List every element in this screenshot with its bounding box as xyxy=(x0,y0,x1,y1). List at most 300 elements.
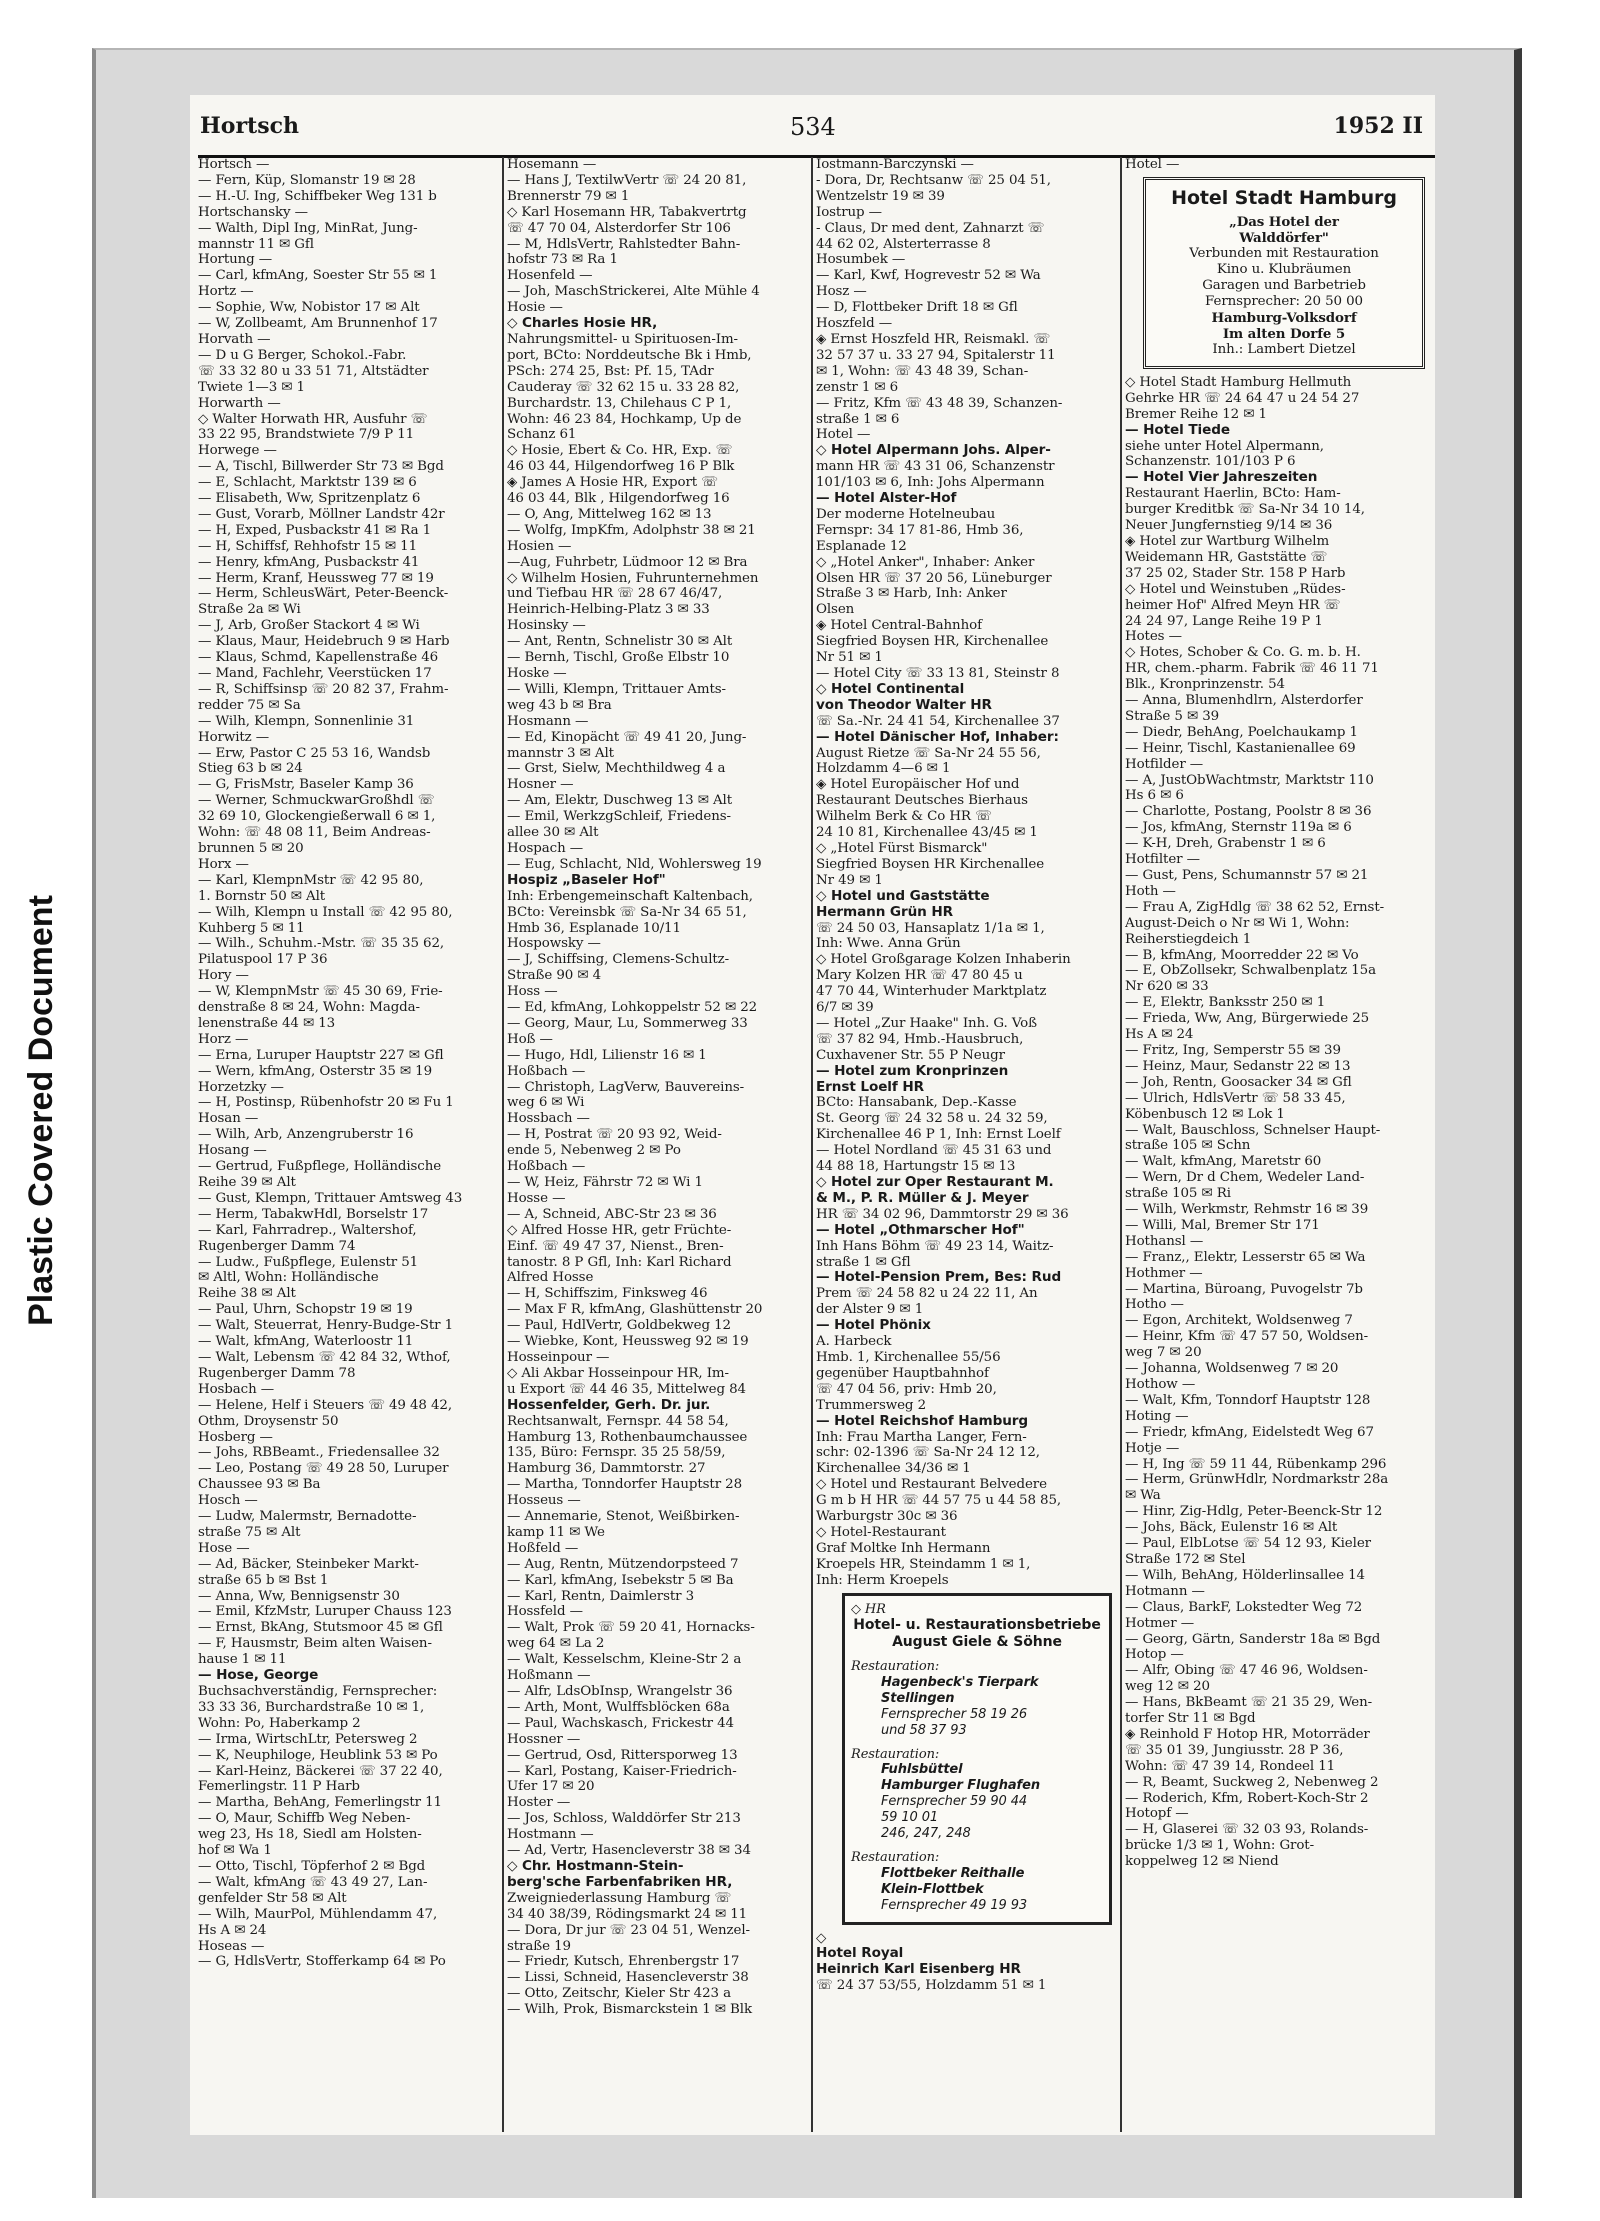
directory-entry-line: hof ✉ Wa 1 xyxy=(198,1843,272,1859)
directory-entry-line: Holzdamm 4—6 ✉ 1 xyxy=(816,761,951,777)
directory-entry-line: ◇ Ali Akbar Hosseinpour HR, Im- xyxy=(507,1365,729,1381)
directory-entry-line: — Hotel Reichshof Hamburg xyxy=(816,1412,1029,1429)
directory-entry-line: Hoßfeld — xyxy=(507,1540,579,1556)
directory-entry-line: — Hotel „Zur Haake" Inh. G. Voß xyxy=(816,1015,1037,1031)
directory-entry-line: Hmb 36, Esplanade 10/11 xyxy=(507,920,681,936)
directory-entry-line: August-Deich o Nr ✉ Wi 1, Wohn: xyxy=(1125,915,1350,931)
directory-entry-line: August Rietze ☏ Sa-Nr 24 55 56, xyxy=(816,745,1041,761)
directory-entry-line: ende 5, Nebenweg 2 ✉ Po xyxy=(507,1143,681,1159)
directory-entry-line: PSch: 274 25, Bst: Pf. 15, TAdr xyxy=(507,363,714,379)
directory-entry-line: Cuxhavener Str. 55 P Neugr xyxy=(816,1047,1005,1063)
directory-entry-line: — Wilh, Klempn u Install ☏ 42 95 80, xyxy=(198,904,453,920)
directory-entry-line: Hamburg 36, Dammtorstr. 27 xyxy=(507,1461,706,1477)
directory-entry-line: Othm, Droysenstr 50 xyxy=(198,1413,339,1429)
directory-entry-line: — E, Elektr, Banksstr 250 ✉ 1 xyxy=(1125,995,1326,1011)
directory-entry-line: Hosumbek — xyxy=(816,252,906,268)
directory-entry-line: 33 22 95, Brandstwiete 7/9 P 11 xyxy=(198,427,415,443)
directory-entry-line: ◇ „Hotel Anker", Inhaber: Anker xyxy=(816,554,1035,570)
directory-entry-line: — Erna, Luruper Hauptstr 227 ✉ Gfl xyxy=(198,1047,444,1063)
directory-entry-line: — Paul, ElbLotse ☏ 54 12 93, Kieler xyxy=(1125,1536,1371,1552)
directory-entry-line: — Martha, BehAng, Femerlingstr 11 xyxy=(198,1795,442,1811)
directory-entry-line: Wohn: 46 23 84, Hochkamp, Up de xyxy=(507,411,742,427)
directory-entry-line: Hossenfelder, Gerh. Dr. jur. xyxy=(507,1396,711,1413)
directory-entry-line: — Hose, George xyxy=(198,1667,319,1684)
ad-section xyxy=(851,1659,1103,1739)
directory-entry-line: Straße 90 ✉ 4 xyxy=(507,968,602,984)
directory-entry-line: — Klaus, Maur, Heidebruch 9 ✉ Harb xyxy=(198,634,450,650)
directory-entry-line: ☏ Sa.-Nr. 24 41 54, Kirchenallee 37 xyxy=(816,713,1060,729)
directory-entry-line: — Bernh, Tischl, Große Elbstr 10 xyxy=(507,650,730,666)
directory-entry-line: Straße 2a ✉ Wi xyxy=(198,602,301,618)
directory-entry-line: — J, Schiffsing, Clemens-Schultz- xyxy=(507,952,730,968)
directory-entry-line: Hothow — xyxy=(1125,1377,1196,1392)
column-divider xyxy=(502,157,504,2132)
directory-entry-line: Hossner — xyxy=(507,1731,581,1747)
directory-entry-line: — Hotel City ☏ 33 13 81, Steinstr 8 xyxy=(816,666,1060,681)
directory-entry-line: port, BCto: Norddeutsche Bk i Hmb, xyxy=(507,347,752,363)
directory-entry-line: — Martha, Tonndorfer Hauptstr 28 xyxy=(507,1477,743,1493)
ad-section xyxy=(851,1850,1103,1914)
directory-entry-line: ◈ Hotel Central-Bahnhof xyxy=(816,618,982,634)
directory-entry-line: von Theodor Walter HR xyxy=(816,696,992,713)
directory-entry-line: — H, Glaserei ☏ 32 03 93, Rolands- xyxy=(1125,1822,1369,1838)
directory-entry-line: Hoß — xyxy=(507,1031,553,1047)
directory-entry-line: — K-H, Dreh, Grabenstr 1 ✉ 6 xyxy=(1125,836,1326,852)
directory-entry-line: — Otto, Tischl, Töpferhof 2 ✉ Bgd xyxy=(198,1858,426,1874)
directory-entry-line: — Herm, TabakwHdl, Borselstr 17 xyxy=(198,1206,429,1222)
directory-entry-line: — Otto, Zeitschr, Kieler Str 423 a xyxy=(507,1986,731,2002)
directory-entry-line: — Hotel Tiede xyxy=(1125,421,1230,438)
document-label xyxy=(0,0,82,2221)
directory-entry-line: Hotfilder — xyxy=(1125,756,1204,772)
directory-entry-line: Wohn: Po, Haberkamp 2 xyxy=(198,1715,361,1731)
directory-entry-line: weg 23, Hs 18, Siedl am Holsten- xyxy=(198,1827,422,1843)
directory-entry-line: Straße 5 ✉ 39 xyxy=(1125,708,1220,724)
directory-entry-line: ◇ Hotel und Restaurant Belvedere xyxy=(816,1477,1047,1493)
directory-entry-line: — Fritz, Kfm ☏ 43 48 39, Schanzen- xyxy=(816,395,1063,411)
directory-entry-line: Hoss — xyxy=(507,984,558,1000)
ad-section-line: Fernsprecher 59 90 44 xyxy=(881,1794,1028,1810)
directory-entry-line: — Ad, Vertr, Hasencleverstr 38 ✉ 34 xyxy=(507,1843,751,1859)
directory-entry-line: St. Georg ☏ 24 32 58 u. 24 32 59, xyxy=(816,1111,1048,1127)
directory-entry-line: — Jos, Schloss, Walddörfer Str 213 xyxy=(507,1811,741,1827)
directory-entry-line: Heinrich Karl Eisenberg HR xyxy=(816,1961,1021,1978)
directory-entry-line: ◈ James A Hosie HR, Export ☏ xyxy=(507,475,718,491)
directory-entry-line: Hosseus — xyxy=(507,1493,581,1509)
directory-entry-line: — Hans J, TextilwVertr ☏ 24 20 81, xyxy=(507,172,747,188)
directory-entry-line: Hs 6 ✉ 6 xyxy=(1125,788,1184,804)
directory-entry-line: — H, Schiffszim, Finksweg 46 xyxy=(507,1286,708,1302)
directory-entry-line: Ufer 17 ✉ 20 xyxy=(507,1779,595,1795)
directory-entry-line: Hosse — xyxy=(507,1190,566,1206)
directory-entry-line: — Friedr, Kutsch, Ehrenbergstr 17 xyxy=(507,1954,740,1970)
directory-entry-line: Kirchenallee 34/36 ✉ 1 xyxy=(816,1461,971,1477)
directory-entry-line: burger Kreditbk ☏ Sa-Nr 34 10 14, xyxy=(1125,502,1365,518)
directory-entry-line: — W, KlempnMstr ☏ 45 30 69, Frie- xyxy=(198,984,443,1000)
directory-entry-line: Hosz — xyxy=(816,284,867,300)
directory-entry-line: Horzetzky — xyxy=(198,1079,284,1095)
directory-entry-line: ✉ 1, Wohn: ☏ 43 48 39, Schan- xyxy=(816,363,1029,379)
directory-entry-line: denstraße 8 ✉ 24, Wohn: Magda- xyxy=(198,1000,420,1016)
directory-entry-line: — F, Hausmstr, Beim alten Waisen- xyxy=(198,1636,432,1652)
directory-entry-line: Hotel — xyxy=(1125,157,1180,172)
directory-entry-line: — Frau A, ZigHdlg ☏ 38 62 52, Ernst- xyxy=(1125,899,1385,915)
directory-entry-line: Hoske — xyxy=(507,666,567,681)
directory-entry-line: — Karl, kfmAng, Isebekstr 5 ✉ Ba xyxy=(507,1572,734,1588)
directory-entry-line: Alfred Hosse xyxy=(507,1270,594,1286)
directory-entry-line: Inh Hans Böhm ☏ 49 23 14, Waitz- xyxy=(816,1238,1054,1254)
ad-line: Fernsprecher: 20 50 00 xyxy=(1205,293,1363,309)
directory-entry-line: 32 69 10, Glockengießerwall 6 ✉ 1, xyxy=(198,809,436,825)
directory-entry-line: — Annemarie, Stenot, Weißbirken- xyxy=(507,1509,740,1525)
advertisement-hotel-stadt-hamburg xyxy=(1143,177,1425,369)
directory-entry-line: Hosmann — xyxy=(507,713,589,729)
directory-entry-line: Wilhelm Berk & Co HR ☏ xyxy=(816,809,992,825)
directory-entry-line: — Wolfg, ImpKfm, Adolphstr 38 ✉ 21 xyxy=(507,522,756,538)
directory-entry-line: — Walt, Kesselschm, Kleine-Str 2 a xyxy=(507,1652,742,1668)
directory-entry-line: — Sophie, Ww, Nobistor 17 ✉ Alt xyxy=(198,300,420,316)
directory-entry-line: ◇ „Hotel Fürst Bismarck" xyxy=(816,840,988,856)
directory-entry-line: — Joh, MaschStrickerei, Alte Mühle 4 xyxy=(507,284,760,300)
directory-entry-line: ☏ 24 50 03, Hansaplatz 1/1a ✉ 1, xyxy=(816,920,1045,936)
directory-entry-line: — Walt, Prok ☏ 59 20 41, Hornacks- xyxy=(507,1620,755,1636)
directory-entry-line: — Walt, kfmAng, Maretstr 60 xyxy=(1125,1154,1322,1170)
header-keyword: Hortsch xyxy=(200,113,299,139)
directory-entry-line: Hosbach — xyxy=(198,1381,275,1397)
directory-entry-line: Hoth — xyxy=(1125,883,1176,899)
directory-entry-line: Inh: Herm Kroepels xyxy=(816,1572,949,1588)
directory-entry-line: — A, JustObWachtmstr, Marktstr 110 xyxy=(1125,772,1374,788)
directory-entry-line: Olsen xyxy=(816,602,855,618)
directory-entry-line: — Am, Elektr, Duschweg 13 ✉ Alt xyxy=(507,793,733,809)
directory-entry-line: ◇ Hotes, Schober & Co. G. m. b. H. xyxy=(1125,645,1361,661)
directory-entry-line: — Paul, Uhrn, Schopstr 19 ✉ 19 xyxy=(198,1302,413,1318)
directory-entry-line: — Wilh, Klempn, Sonnenlinie 31 xyxy=(198,713,415,729)
directory-entry-line: Hortung — xyxy=(198,252,273,268)
directory-entry-line: — Anna, Ww, Bennigsenstr 30 xyxy=(198,1588,400,1604)
directory-entry-line: — Mand, Fachlehr, Veerstücken 17 xyxy=(198,666,432,681)
directory-entry-line: ☏ 33 32 80 u 33 51 71, Altstädter xyxy=(198,363,429,379)
directory-entry-line: — Walt, kfmAng, Waterloostr 11 xyxy=(198,1334,414,1350)
ad-section-label: Restauration: xyxy=(851,1659,940,1675)
directory-entry-line: — Wilh, Prok, Bismarckstein 1 ✉ Blk xyxy=(507,2002,752,2018)
directory-entry-line: — Karl, Postang, Kaiser-Friedrich- xyxy=(507,1763,737,1779)
directory-entry-line: Restaurant Haerlin, BCto: Ham- xyxy=(1125,486,1341,502)
directory-entry-line: Straße 3 ✉ Harb, Inh: Anker xyxy=(816,586,1007,602)
ad-section-line: Hamburger Flughafen xyxy=(881,1778,1040,1794)
directory-entry-line: —Aug, Fuhrbetr, Lüdmoor 12 ✉ Bra xyxy=(507,554,748,570)
page-number: 534 xyxy=(790,113,836,141)
directory-entry-line: ☏ 24 37 53/55, Holzdamm 51 ✉ 1 xyxy=(816,1978,1047,1994)
directory-entry-line: — Emil, KfzMstr, Luruper Chauss 123 xyxy=(198,1604,452,1620)
directory-entry-line: Hosner — xyxy=(507,777,574,793)
directory-entry-line: Stieg 63 b ✉ 24 xyxy=(198,761,303,777)
directory-entry-line: Siegfried Boysen HR Kirchenallee xyxy=(816,856,1045,872)
directory-entry-line: siehe unter Hotel Alpermann, xyxy=(1125,438,1324,454)
directory-entry-line: — Henry, kfmAng, Pusbackstr 41 xyxy=(198,554,420,570)
directory-entry-line: Hotel — xyxy=(816,427,871,443)
directory-entry-line: — Diedr, BehAng, Poelchaukamp 1 xyxy=(1125,724,1358,740)
directory-entry-line: — Alfr, LdsObInsp, Wrangelstr 36 xyxy=(507,1684,733,1699)
directory-entry-line: Cauderay ☏ 32 62 15 u. 33 28 82, xyxy=(507,379,740,395)
directory-entry-line: Kuhberg 5 ✉ 11 xyxy=(198,920,305,936)
directory-entry-line: — Ed, Kinopächt ☏ 49 41 20, Jung- xyxy=(507,729,747,745)
directory-entry-line: — Karl, Rentn, Daimlerstr 3 xyxy=(507,1588,695,1604)
directory-entry-line: Hotopf — xyxy=(1125,1806,1189,1822)
ad-line: Im alten Dorfe 5 xyxy=(1222,325,1346,342)
directory-entry-line: — Walt, kfmAng ☏ 43 49 27, Lan- xyxy=(198,1874,428,1890)
directory-entry-line: Olsen HR ☏ 37 20 56, Lüneburger xyxy=(816,570,1052,586)
directory-entry-line: — Hotel zum Kronprinzen xyxy=(816,1062,1009,1079)
column-divider xyxy=(1120,157,1122,2132)
ad-line: Inh.: Lambert Dietzel xyxy=(1212,341,1356,357)
directory-entry-line: ◈ Hotel Europäischer Hof und xyxy=(816,777,1020,793)
directory-entry-line: — Erw, Pastor C 25 53 16, Wandsb xyxy=(198,745,431,761)
directory-entry-line: — O, Ang, Mittelweg 162 ✉ 13 xyxy=(507,506,712,522)
directory-entry-line: — Anna, Blumenhdlrn, Alsterdorfer xyxy=(1125,693,1363,709)
directory-entry-line: — Wilh, MaurPol, Mühlendamm 47, xyxy=(198,1906,438,1922)
directory-entry-line: Neuer Jungfernstieg 9/14 ✉ 36 xyxy=(1125,518,1333,534)
ad-section-line: 246, 247, 248 xyxy=(881,1826,971,1842)
directory-entry-line: A. Harbeck xyxy=(816,1334,892,1350)
directory-entry-line: — M, HdlsVertr, Rahlstedter Bahn- xyxy=(507,236,741,252)
directory-entry-line: Horwarth — xyxy=(198,395,281,411)
directory-entry-line: 6/7 ✉ 39 xyxy=(816,1000,874,1016)
advertisement-giele xyxy=(842,1593,1112,1925)
directory-entry-line: Mary Kolzen HR ☏ 47 80 45 u xyxy=(816,968,1023,984)
ad-line: Kino u. Klubräumen xyxy=(1216,261,1352,277)
directory-page xyxy=(190,95,1435,2135)
directory-entry-line: redder 75 ✉ Sa xyxy=(198,697,301,713)
directory-entry-line: ☏ 35 01 39, Jungiusstr. 28 P 36, xyxy=(1125,1742,1344,1758)
directory-entry-line: Heinrich-Helbing-Platz 3 ✉ 33 xyxy=(507,602,710,618)
directory-entry-line: — Emil, WerkzgSchleif, Friedens- xyxy=(507,809,731,825)
directory-entry-line: — Wilh, Werkmstr, Rehmstr 16 ✉ 39 xyxy=(1125,1202,1369,1218)
directory-entry-line: weg 43 b ✉ Bra xyxy=(507,697,612,713)
directory-entry-line: Hosien — xyxy=(507,538,572,554)
directory-entry-line: — Wilh, Arb, Anzengruberstr 16 xyxy=(198,1127,414,1143)
directory-entry-line: — Fern, Küp, Slomanstr 19 ✉ 28 xyxy=(198,172,416,188)
directory-entry-line: Nahrungsmittel- u Spirituosen-Im- xyxy=(507,331,738,347)
directory-entry-line: Horwitz — xyxy=(198,729,270,745)
directory-entry-line: ◇ Hotel Stadt Hamburg Hellmuth xyxy=(1125,374,1352,390)
directory-entry-line: 46 03 44, Blk , Hilgendorfweg 16 xyxy=(507,491,730,507)
directory-entry-line: — Ulrich, HdlsVertr ☏ 58 33 45, xyxy=(1125,1090,1346,1106)
directory-entry-line: straße 105 ✉ Schn xyxy=(1125,1138,1251,1154)
directory-entry-line: Hortz — xyxy=(198,284,254,300)
directory-entry-line: ◈ Reinhold F Hotop HR, Motorräder xyxy=(1125,1726,1370,1742)
directory-entry-line: Hs A ✉ 24 xyxy=(1125,1027,1194,1043)
directory-entry-line: Buchsachverständig, Fernsprecher: xyxy=(198,1684,438,1699)
directory-entry-line: Reihe 39 ✉ Alt xyxy=(198,1175,296,1190)
directory-entry-line: — Ed, kfmAng, Lohkoppelstr 52 ✉ 22 xyxy=(507,1000,758,1016)
directory-entry-line: — Herm, SchleusWärt, Peter-Beenck- xyxy=(198,586,449,602)
directory-entry-line: — Max F R, kfmAng, Glashüttenstr 20 xyxy=(507,1302,763,1318)
directory-entry-line: — Joh, Rentn, Goosacker 34 ✉ Gfl xyxy=(1125,1074,1352,1090)
directory-entry-line: Hory — xyxy=(198,968,249,984)
directory-entry-line: weg 7 ✉ 20 xyxy=(1125,1345,1202,1361)
directory-entry-line: — Ant, Rentn, Schnelistr 30 ✉ Alt xyxy=(507,634,733,650)
ad-line: Garagen und Barbetrieb xyxy=(1202,277,1366,293)
directory-entry-line: — Egon, Architekt, Woldsenweg 7 xyxy=(1125,1313,1353,1329)
directory-entry-line: Straße 172 ✉ Stel xyxy=(1125,1551,1246,1567)
directory-entry-line: Nr 51 ✉ 1 xyxy=(816,650,883,666)
directory-entry-line: — Johs, RBBeamt., Friedensallee 32 xyxy=(198,1445,440,1461)
directory-entry-line: Hotop — xyxy=(1125,1647,1184,1663)
directory-entry-line: 46 03 44, Hilgendorfweg 16 P Blk xyxy=(507,459,735,475)
directory-entry-line: ◇ Hotel und Weinstuben „Rüdes- xyxy=(1125,581,1346,597)
ad-section-label: Restauration: xyxy=(851,1746,940,1762)
ad-title: Hotel Stadt Hamburg xyxy=(1171,186,1397,209)
directory-entry-line: — Ernst, BkAng, Stutsmoor 45 ✉ Gfl xyxy=(198,1620,443,1636)
directory-entry-line: Hs A ✉ 24 xyxy=(198,1922,267,1938)
directory-entry-line: Hospach — xyxy=(507,840,584,856)
directory-entry-line: Rugenberger Damm 74 xyxy=(198,1238,356,1254)
directory-entry-line: ◇ Walter Horwath HR, Ausfuhr ☏ xyxy=(198,411,428,427)
directory-entry-line: — R, Schiffsinsp ☏ 20 82 37, Frahm- xyxy=(198,681,449,697)
directory-entry-line: — Herm, GrünwHdlr, Nordmarkstr 28a xyxy=(1125,1472,1389,1488)
directory-entry-line: — Willi, Klempn, Trittauer Amts- xyxy=(507,681,726,697)
directory-entry-line: ☏ 37 82 94, Hmb.-Hausbruch, xyxy=(816,1031,1024,1047)
directory-entry-line: ✉ Altl, Wohn: Holländische xyxy=(198,1270,379,1286)
directory-entry-line: 1. Bornstr 50 ✉ Alt xyxy=(198,888,326,904)
directory-entry-line: 34 40 38/39, Rödingsmarkt 24 ✉ 11 xyxy=(507,1906,748,1922)
directory-entry-line: — Karl-Heinz, Bäckerei ☏ 37 22 40, xyxy=(198,1763,443,1779)
directory-entry-line: — Hotel Alster-Hof xyxy=(816,490,957,507)
directory-entry-line: — Heinr, Tischl, Kastanienallee 69 xyxy=(1125,740,1356,756)
directory-entry-line: — Paul, Wachskasch, Frickestr 44 xyxy=(507,1715,734,1731)
directory-entry-line: — Hotel-Pension Prem, Bes: Rud xyxy=(816,1269,1062,1286)
directory-entry-line: — Franz,, Elektr, Lesserstr 65 ✉ Wa xyxy=(1125,1249,1366,1265)
directory-entry-line: — Claus, BarkF, Lokstedter Weg 72 xyxy=(1125,1599,1363,1615)
directory-entry-line: ☏ 47 70 04, Alsterdorfer Str 106 xyxy=(507,220,731,236)
directory-entry-line: Hossfeld — xyxy=(507,1604,583,1620)
directory-entry-line: Bremer Reihe 12 ✉ 1 xyxy=(1125,406,1267,422)
directory-entry-line: genfelder Str 58 ✉ Alt xyxy=(198,1890,347,1906)
directory-entry-line: — Willi, Mal, Bremer Str 171 xyxy=(1125,1217,1320,1233)
directory-entry-line: — Paul, HdlVertr, Goldbekweg 12 xyxy=(507,1318,731,1334)
directory-entry-line: Iostrup — xyxy=(816,204,882,220)
ad-line: Verbunden mit Restauration xyxy=(1189,245,1379,261)
directory-entry-line: — E, Schlacht, Marktstr 139 ✉ 6 xyxy=(198,475,417,491)
directory-entry-line: Hossbach — xyxy=(507,1111,590,1127)
directory-entry-line: — B, kfmAng, Moorredder 22 ✉ Vo xyxy=(1125,947,1359,963)
ad-section-line: Fernsprecher 58 19 26 xyxy=(881,1706,1028,1722)
directory-entry-line: — Wilh, BehAng, Hölderlinsallee 14 xyxy=(1125,1567,1365,1583)
directory-entry-line: — Helene, Helf i Steuers ☏ 49 48 42, xyxy=(198,1397,453,1413)
directory-entry-line: — Wiebke, Kont, Heussweg 92 ✉ 19 xyxy=(507,1334,749,1350)
directory-entry-line: Hose — xyxy=(198,1540,250,1556)
directory-entry-line: — Hinr, Zig-Hdlg, Peter-Beenck-Str 12 xyxy=(1125,1504,1383,1520)
directory-entry-line: — Klaus, Schmd, Kapellenstraße 46 xyxy=(198,650,439,666)
directory-entry-line: — H, Ing ☏ 59 11 44, Rübenkamp 296 xyxy=(1125,1456,1387,1472)
directory-entry-line: straße 75 ✉ Alt xyxy=(198,1524,301,1540)
directory-entry-line: ◇ Hotel Großgarage Kolzen Inhaberin xyxy=(816,952,1071,968)
directory-entry-line: Nr 49 ✉ 1 xyxy=(816,872,883,888)
directory-entry-line: Rugenberger Damm 78 xyxy=(198,1365,356,1381)
directory-entry-line: — H, Postrat ☏ 20 93 92, Weid- xyxy=(507,1127,722,1143)
directory-entry-line: - Dora, Dr, Rechtsanw ☏ 25 04 51, xyxy=(816,172,1051,188)
directory-entry-line: Hamburg 13, Rothenbaumchaussee xyxy=(507,1429,748,1445)
directory-entry-line: — Friedr, kfmAng, Eidelstedt Weg 67 xyxy=(1125,1424,1374,1440)
directory-entry-line: straße 1 ✉ Gfl xyxy=(816,1254,911,1270)
directory-column-4 xyxy=(1125,157,1431,2132)
directory-entry-line: Hosang — xyxy=(198,1143,267,1159)
directory-entry-line: brunnen 5 ✉ 20 xyxy=(198,840,304,856)
directory-entry-line: 32 57 37 u. 33 27 94, Spitalerstr 11 xyxy=(816,347,1056,363)
register-marker: ◇ HR xyxy=(851,1601,886,1617)
directory-entry-line: Hoßmann — xyxy=(507,1668,591,1684)
directory-entry-line: Hoßbach — xyxy=(507,1063,586,1079)
directory-entry-line: — Ad, Bäcker, Steinbeker Markt- xyxy=(198,1556,419,1572)
directory-entry-line: Hoster — xyxy=(507,1795,571,1811)
directory-entry-line: Schanzenstr. 101/103 P 6 xyxy=(1125,454,1296,470)
directory-entry-line: 37 25 02, Stader Str. 158 P Harb xyxy=(1125,565,1346,581)
directory-entry-line: — Grst, Sielw, Mechthildweg 4 a xyxy=(507,761,726,777)
directory-entry-line: u Export ☏ 44 46 35, Mittelweg 84 xyxy=(507,1381,746,1397)
directory-entry-line: — Heinr, Kfm ☏ 47 57 50, Woldsen- xyxy=(1125,1329,1369,1345)
directory-entry-line: — Jos, kfmAng, Sternstr 119a ✉ 6 xyxy=(1125,820,1352,836)
directory-entry-line: - Claus, Dr med dent, Zahnarzt ☏ xyxy=(816,220,1045,236)
directory-entry-line: 44 62 02, Alsterterrasse 8 xyxy=(816,236,991,252)
directory-entry-line: schr: 02-1396 ☏ Sa-Nr 24 12 12, xyxy=(816,1445,1040,1461)
directory-entry-line: — D u G Berger, Schokol.-Fabr. xyxy=(198,347,407,363)
directory-entry-line: — Ludw, Malermstr, Bernadotte- xyxy=(198,1509,417,1525)
directory-entry-line: — Lissi, Schneid, Hasencleverstr 38 xyxy=(507,1970,749,1986)
directory-entry-line: ◇ Hotel zur Oper Restaurant M. xyxy=(816,1174,1054,1190)
directory-entry-line: — Wern, Dr d Chem, Wedeler Land- xyxy=(1125,1170,1365,1186)
directory-entry-line: — Walth, Dipl Ing, MinRat, Jung- xyxy=(198,220,418,236)
directory-entry-line: Reihe 38 ✉ Alt xyxy=(198,1286,296,1302)
directory-entry-line: ◇ Charles Hosie HR, xyxy=(507,315,658,332)
directory-entry-line: — G, HdlsVertr, Stofferkamp 64 ✉ Po xyxy=(198,1954,446,1970)
directory-entry-line: Inh: Wwe. Anna Grün xyxy=(816,936,961,952)
directory-entry-line: G m b H HR ☏ 44 57 75 u 44 58 85, xyxy=(816,1493,1062,1509)
directory-entry-line: koppelweg 12 ✉ Niend xyxy=(1125,1854,1279,1870)
directory-entry-line: weg 12 ✉ 20 xyxy=(1125,1679,1210,1695)
directory-entry-line: Hosan — xyxy=(198,1111,259,1127)
directory-entry-line: Graf Moltke Inh Hermann xyxy=(816,1540,991,1556)
directory-entry-line: Hostmann — xyxy=(507,1827,594,1843)
directory-entry-line: Hothmer — xyxy=(1125,1265,1203,1281)
directory-entry-line: und Tiefbau HR ☏ 28 67 46/47, xyxy=(507,586,723,602)
directory-entry-line: Köbenbusch 12 ✉ Lok 1 xyxy=(1125,1106,1285,1122)
directory-entry-line: — Herm, Kranf, Heussweg 77 ✉ 19 xyxy=(198,570,434,586)
directory-entry-line: — Karl, KlempnMstr ☏ 42 95 80, xyxy=(198,872,424,888)
directory-entry-line: — Johanna, Woldsenweg 7 ✉ 20 xyxy=(1125,1361,1339,1377)
directory-entry-line: Inh: Erbengemeinschaft Kaltenbach, xyxy=(507,888,753,904)
directory-entry-line: Kirchenallee 46 P 1, Inh: Ernst Loelf xyxy=(816,1127,1061,1143)
directory-entry-line: — G, FrisMstr, Baseler Kamp 36 xyxy=(198,777,414,793)
directory-entry-line: — Walt, Lebensm ☏ 42 84 32, Wthof, xyxy=(198,1349,451,1365)
directory-entry-line: Pilatuspool 17 P 36 xyxy=(198,952,328,968)
directory-entry-line: — Georg, Maur, Lu, Sommerweg 33 xyxy=(507,1015,748,1031)
directory-entry-line: — E, ObZollsekr, Schwalbenplatz 15a xyxy=(1125,963,1376,979)
ad-section-line: Fernsprecher 49 19 93 xyxy=(881,1897,1028,1913)
directory-entry-line: Gehrke HR ☏ 24 64 47 u 24 54 27 xyxy=(1125,390,1360,406)
directory-entry-line: HR, chem.-pharm. Fabrik ☏ 46 11 71 xyxy=(1125,661,1379,677)
directory-entry-line: ◈ Hotel zur Wartburg Wilhelm xyxy=(1125,533,1330,549)
directory-entry-line: — Karl, Kwf, Hogrevestr 52 ✉ Wa xyxy=(816,268,1041,284)
directory-entry-line: — Heinz, Maur, Sedanstr 22 ✉ 13 xyxy=(1125,1058,1351,1074)
directory-entry-line: — Irma, WirtschLtr, Petersweg 2 xyxy=(198,1731,418,1747)
directory-entry-line: Hortsch — xyxy=(198,157,270,172)
directory-entry-line: BCto: Hansabank, Dep.-Kasse xyxy=(816,1095,1017,1111)
directory-entry-line: Warburgstr 30c ✉ 36 xyxy=(816,1509,958,1525)
directory-entry-line: Schanz 61 xyxy=(507,427,577,443)
directory-entry-line: — Frieda, Ww, Ang, Bürgerwiede 25 xyxy=(1125,1011,1370,1027)
directory-entry-line: Hotho — xyxy=(1125,1297,1184,1313)
